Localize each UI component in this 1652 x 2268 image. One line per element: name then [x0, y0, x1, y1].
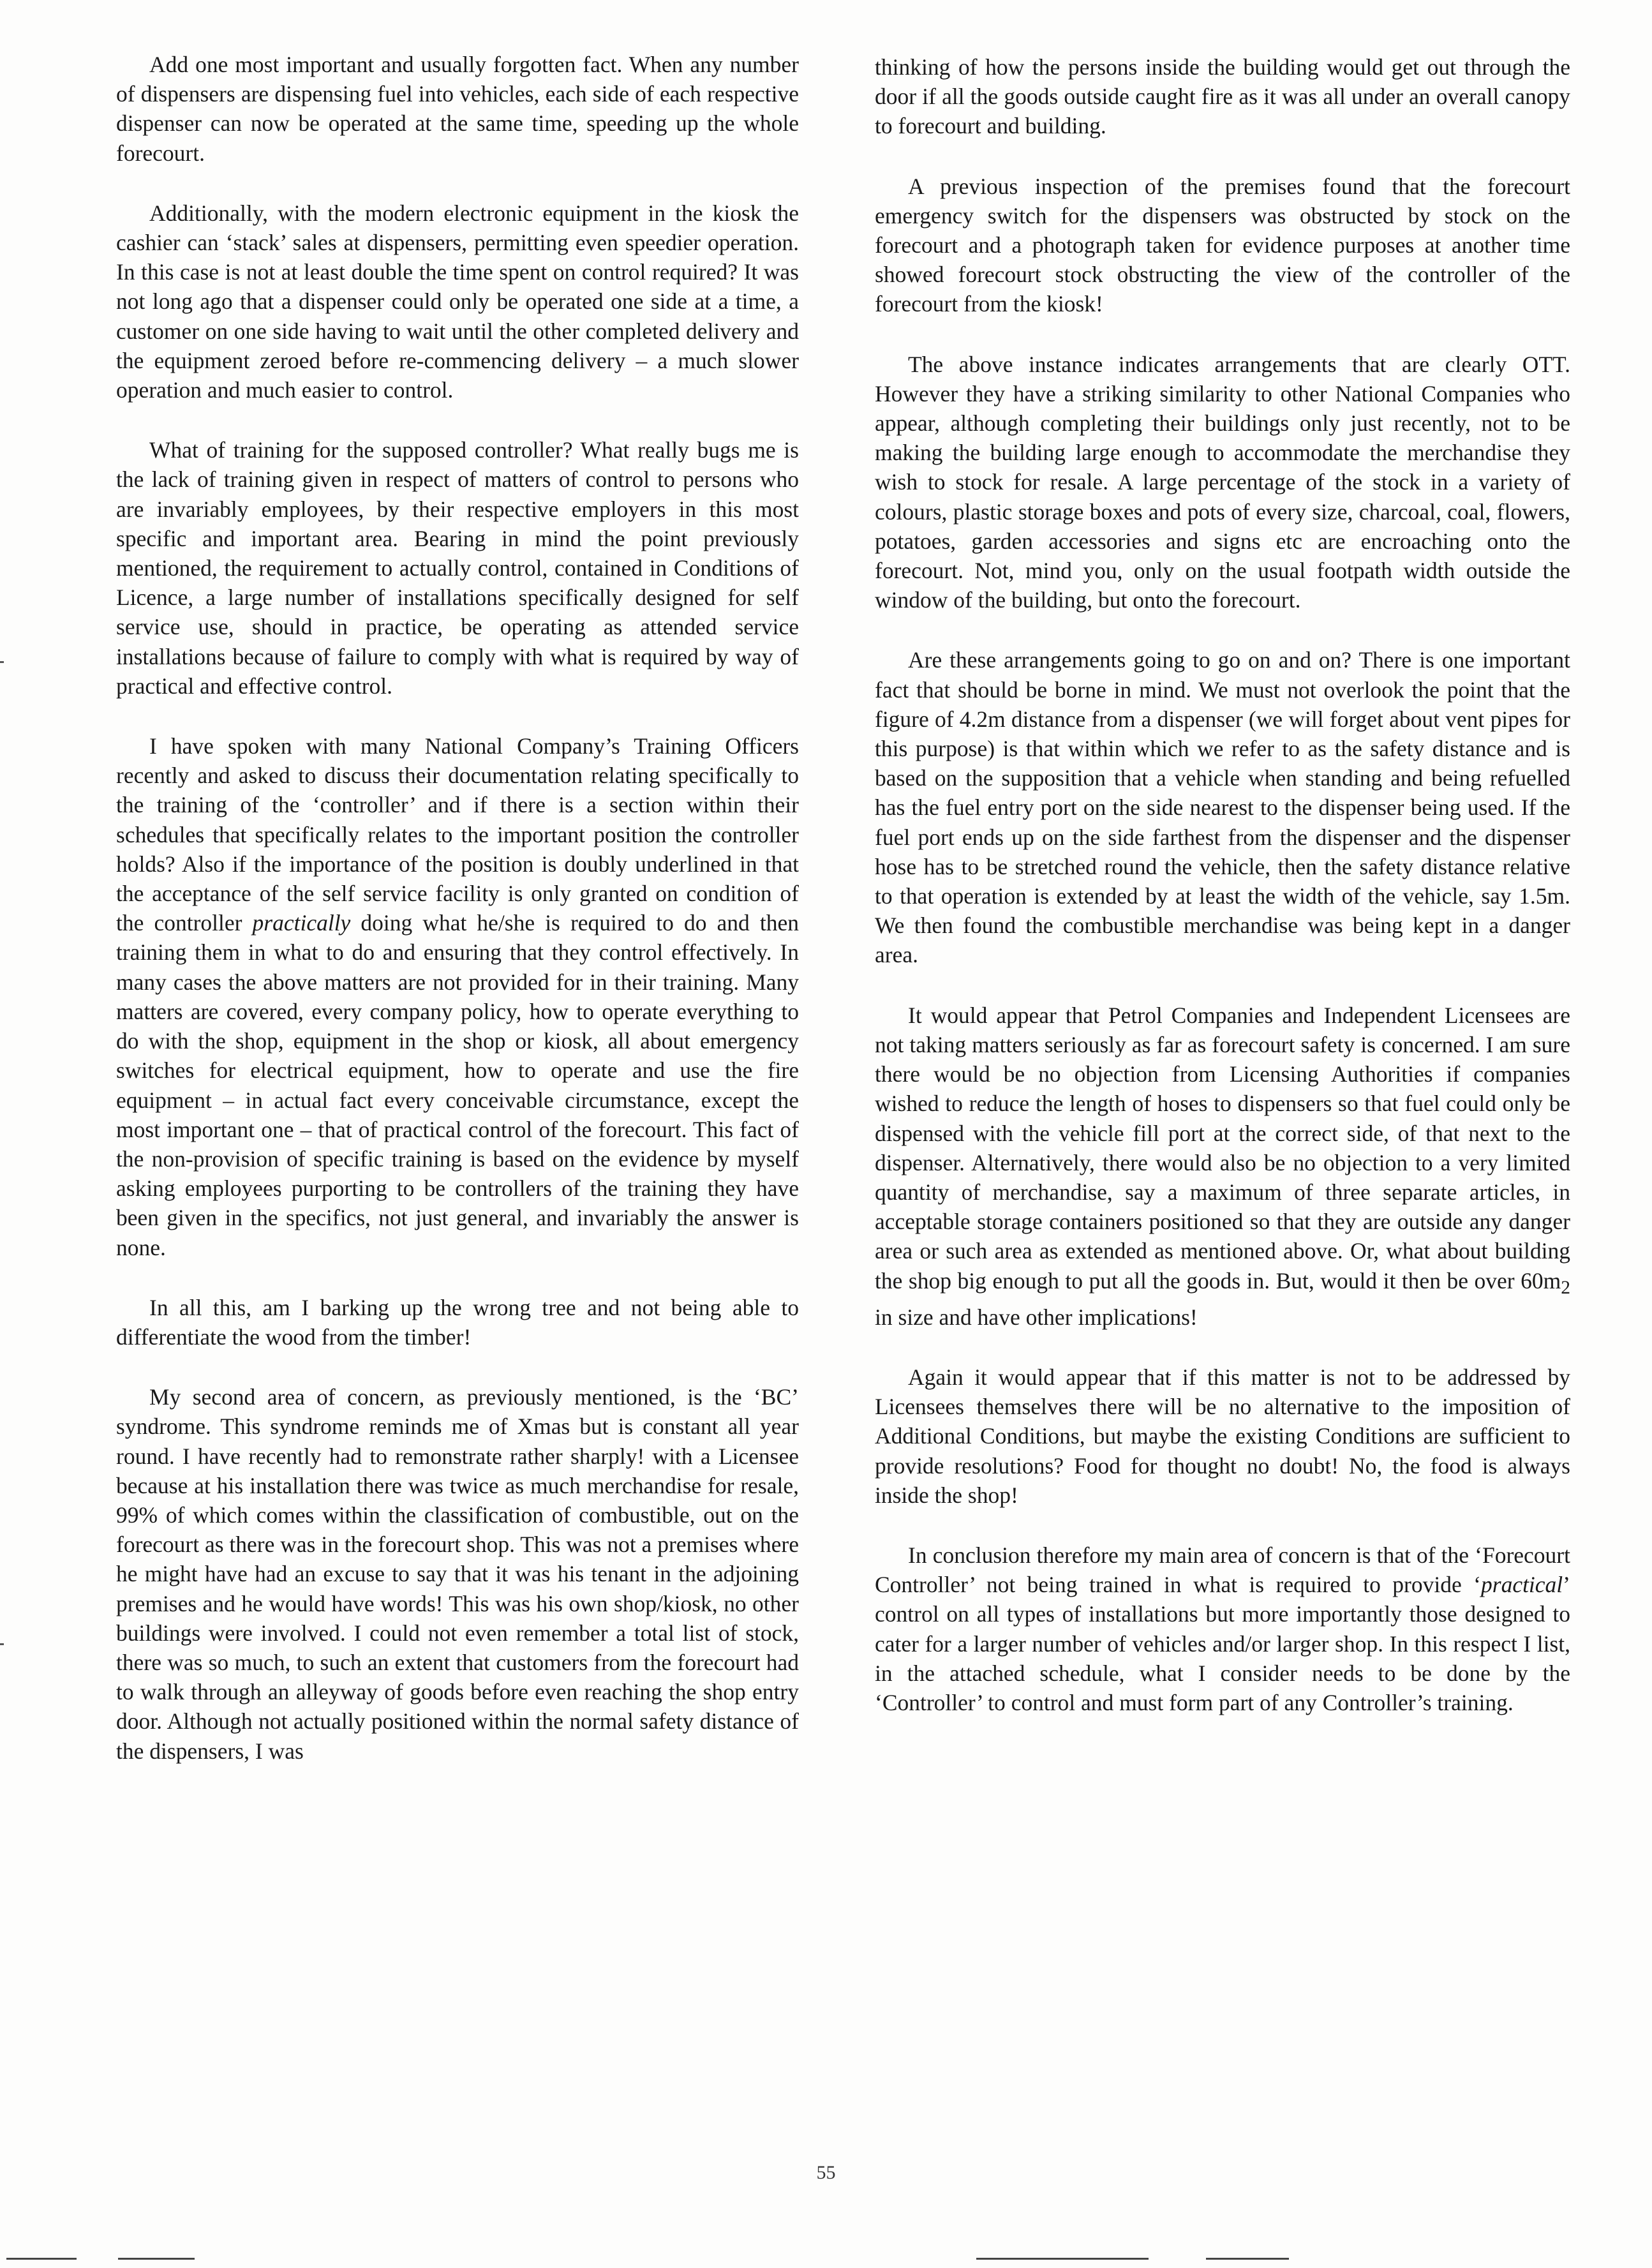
paragraph: thinking of how the persons inside the building would get out through the door if all the goods outside caught fire as it was all under an overall canopy to forecourt and building. [875, 54, 1570, 139]
paragraph: The above instance indicates arrangements that are clearly OTT. However they have a striking similarity to other National Companies who appear, although completing their buildings only just recently, not to be making the building large enough to accommodate the merchandise they wish to stock for resale. A large percentage of the stock in a variety of colours, plastic storage boxes and pots of every size, charcoal, coal, flowers, potatoes, garden accessories and signs etc are encroaching onto the forecourt. Not, mind you, only on the usual footpath width outside the window of the building, but onto the forecourt. [875, 351, 1570, 613]
paragraph: Add one most important and usually forgotten fact. When any number of dispensers are dispensing fuel into vehicles, each side of each respective dispenser can now be operated at the same time, speeding up the whole forecourt. [116, 52, 799, 166]
scan-border-mark [976, 2258, 1149, 2260]
text-run: doing what he/she is required to do and then training them in what to do and ensuring that they control effectively. In many cases the above matters are not provided for in their training. Many matters are covered, every company policy, how to operate everything to do with the shop, equipment in the shop or kiosk, all about emergency switches for electrical equipment, how to operate and use the fire equipment – in actual fact every conceivable circumstance, except the most important one – that of practical control of the forecourt. This fact of the non-provision of specific training is based on the evidence by myself asking employees purporting to be controllers of the training they have been given in the specifics, not just general, and invariably the answer is none. [116, 910, 800, 1260]
text-run: in size and have other implications! [875, 1304, 1198, 1330]
text-run: In conclusion therefore my main area of concern is that of the ‘Forecourt Controller’ not being trained in what is required to provide ‘ [875, 1542, 1570, 1598]
emphasis: practically [252, 910, 351, 936]
paragraph [116, 731, 799, 1262]
scan-border-mark [1206, 2258, 1289, 2260]
paragraph: Again it would appear that if this matter is not to be addressed by Licensees themselves there will be no alternative to the imposition of Additional Conditions, but maybe the existing Conditions are sufficient to provide resolutions? Food for thought no doubt! No, the food is always inside the shop! [875, 1364, 1570, 1508]
paragraph: Are these arrangements going to go on and on? There is one important fact that should be borne in mind. We must not overlook the point that the figure of 4.2m distance from a dispenser (we will forget about vent pipes for this purpose) is that within which we refer to as the safety distance and is based on the supposition that a vehicle when standing and being refuelled has the fuel entry port on the side nearest to the dispenser being used. If the fuel port ends up on the side farthest from the dispenser and the dispenser hose has to be stretched round the vehicle, then the safety distance relative to that operation is extended by at least the width of the vehicle, say 1.5m. We then found the combustible merchandise was being kept in a danger area. [875, 647, 1570, 968]
emphasis: practical [1481, 1572, 1563, 1598]
paragraph: Additionally, with the modern electronic equipment in the kiosk the cashier can ‘stack’ sales at dispensers, permitting even speedier operation. In this case is not at least double the time spent on control required? It was not long ago that a dispenser could only be operated one side at a time, a customer on one side having to wait until the other completed delivery and the equipment zeroed before re-commencing delivery – a much slower operation and much easier to control. [116, 200, 799, 403]
text-run: I have spoken with many National Company’s Training Officers recently and asked to discuss their documentation relating specifically to the training of the ‘controller’ and if there is a section within their schedules that specifically relates to the important position the controller holds? Also if the importance of the position is doubly underlined in that the acceptance of the self service facility is only granted on condition of the controller [116, 733, 799, 936]
paragraph: My second area of concern, as previously mentioned, is the ‘BC’ syndrome. This syndrome reminds me of Xmas but is constant all year round. I have recently had to remonstrate rather sharply! with a Licensee because at his installation there was twice as much merchandise for resale, 99% of which comes within the classification of combustible, out on the forecourt as there was in the forecourt shop. This was not a premises where he might have had an excuse to say that it was his tenant in the adjoining premises and he would have words! This was his own shop/kiosk, no other buildings were involved. I could not even remember a total list of stock, there was so much, to such an extent that customers from the forecourt had to walk through an alleyway of goods before even reaching the shop entry door. Although not actually positioned within the normal safety distance of the dispensers, I was [116, 1384, 799, 1764]
left-column [116, 50, 799, 1796]
right-column [875, 52, 1570, 1748]
paragraph: What of training for the supposed controller? What really bugs me is the lack of training given in respect of matters of control to persons who are invariably employees, by their respective employers in this most specific and important area. Bearing in mind the point previously mentioned, the requirement to actually control, contained in Conditions of Licence, a large number of installations specifically designed for self service use, should in practice, be operating as attended service installations because of failure to comply with what is required by way of practical and effective control. [116, 437, 799, 699]
subscript: 2 [1561, 1277, 1570, 1298]
paragraph [875, 1001, 1570, 1332]
scan-border-mark [118, 2258, 195, 2260]
text-run: It would appear that Petrol Companies and Independent Licensees are not taking matters seriously as far as forecourt safety is concerned. I am sure there would be no objection from Licensing Authorities if companies wished to reduce the length of hoses to dispensers so that fuel could only be dispensed with the vehicle fill port at the correct side, of that next to the dispenser. Alternatively, there would also be no objection to a very limited quantity of merchandise, say a maximum of three separate articles, in acceptable storage containers positioned so that they are outside any danger area or such area as extended as mentioned above. Or, what about building the shop big enough to put all the goods in. But, would it then be over 60m [875, 1002, 1570, 1294]
scan-edge-mark [0, 661, 4, 663]
scan-border-mark [6, 2258, 77, 2260]
paragraph: In all this, am I barking up the wrong tree and not being able to differentiate the wood from the timber! [116, 1294, 799, 1350]
page-number: 55 [816, 2162, 836, 2183]
text-run: ’ control on all types of installations but more importantly those designed to cater for a larger number of vehicles and/or larger shop. In this respect I list, in the attached schedule, what I consider needs to be done by the ‘Controller’ to control and must form part of any Controller’s training. [875, 1572, 1570, 1716]
scan-edge-mark [0, 1643, 4, 1645]
paragraph: A previous inspection of the premises found that the forecourt emergency switch for the dispensers was obstructed by stock on the forecourt and a photograph taken for evidence purposes at another time showed forecourt stock obstructing the view of the controller of the forecourt from the kiosk! [875, 173, 1570, 317]
paragraph [875, 1541, 1570, 1717]
